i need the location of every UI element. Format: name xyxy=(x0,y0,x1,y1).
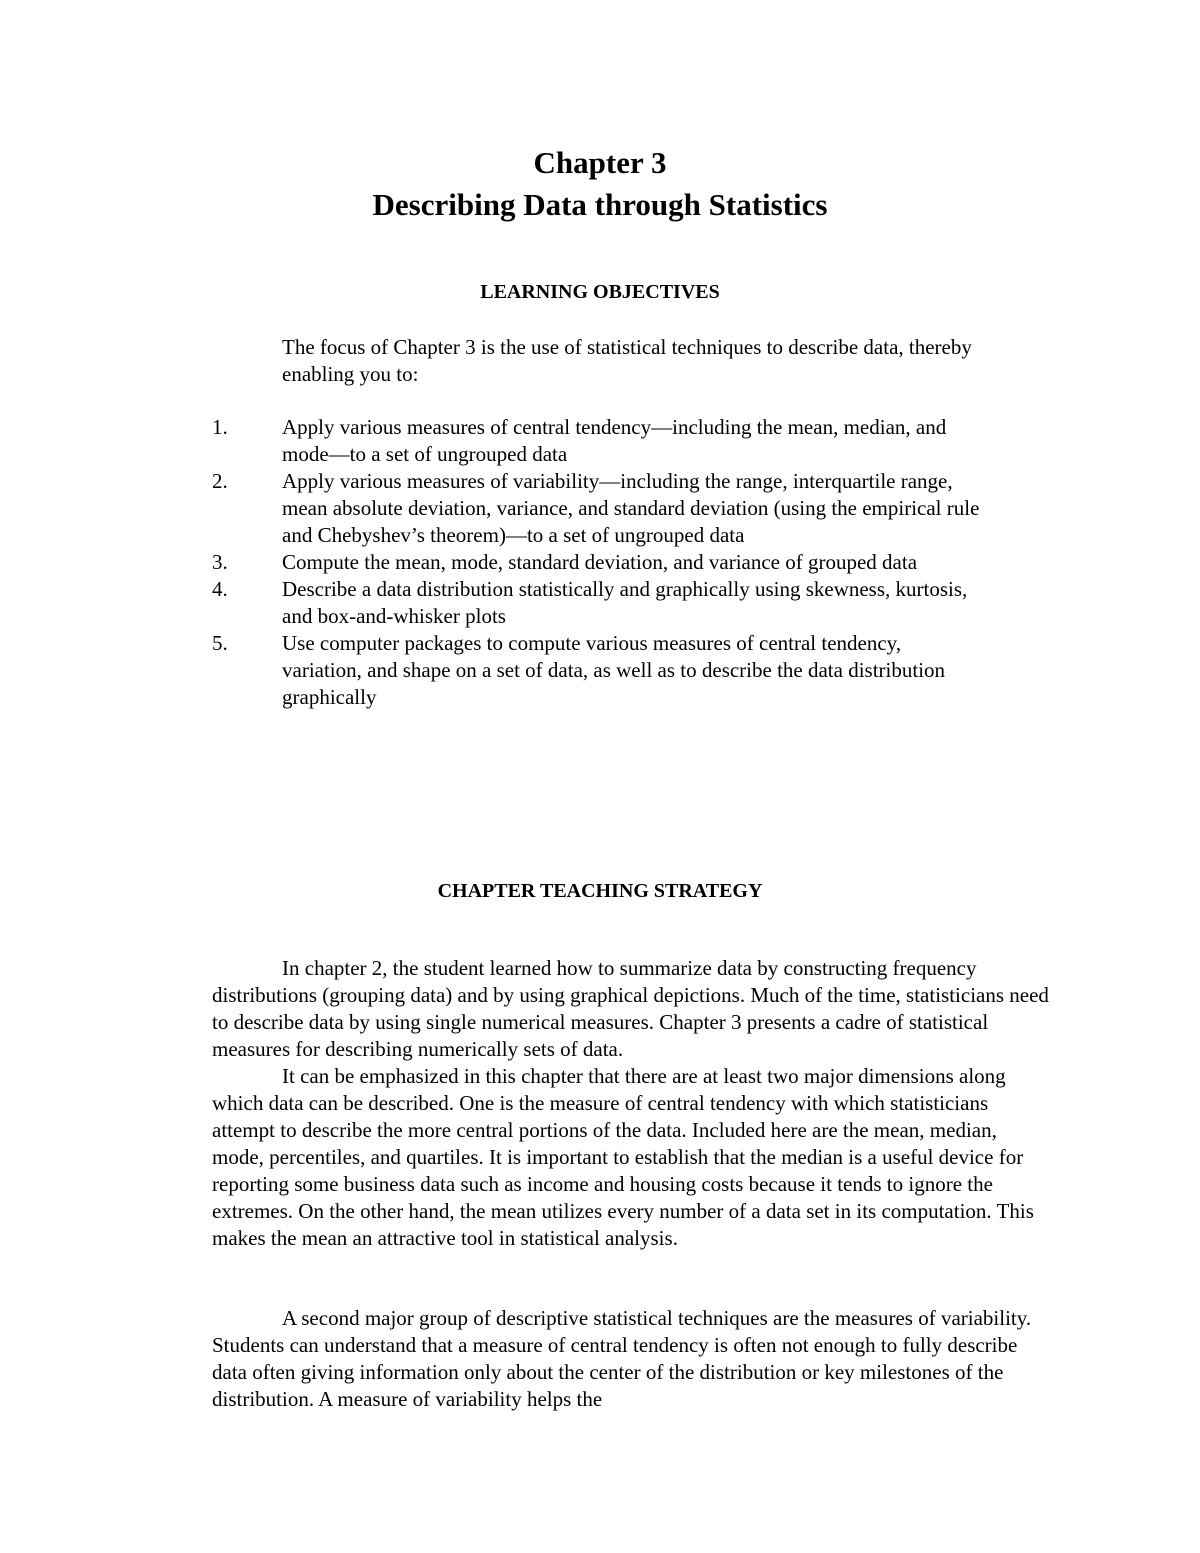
objective-number: 3. xyxy=(212,550,228,574)
teaching-strategy-paragraph-1: In chapter 2, the student learned how to summarize data by constructing frequency distributions (grouping data) and by using graphical depictions. Much of the time, statisticians need to describe data by using single numerical measures. Chapter 3 presents a cadre of statistical measures for describing numerically sets of data. xyxy=(212,956,1049,1061)
teaching-strategy-paragraph-2: It can be emphasized in this chapter that there are at least two major dimensions along which data can be described. One is the measure of central tendency with which statisticians attempt to describe the more central portions of the data. Included here are the mean, median, mode, percentiles, and quartiles. It is important to establish that the median is a useful device for reporting some business data such as income and housing costs because it tends to ignore the extremes. On the other hand, the mean utilizes every number of a data set in its computation. This makes the mean an attractive tool in statistical analysis. xyxy=(212,1064,1034,1250)
objective-item-5 xyxy=(212,630,1002,711)
objective-number: 5. xyxy=(212,631,228,655)
objective-item-2 xyxy=(212,468,1002,549)
objective-text: Compute the mean, mode, standard deviation, and variance of grouped data xyxy=(282,550,918,574)
objective-text: Use computer packages to compute various measures of central tendency, variation, and shape on a set of data, as well as to describe the data distribution graphically xyxy=(282,631,946,709)
chapter-label: Chapter 3 xyxy=(533,145,667,180)
objective-item-3 xyxy=(212,549,1002,576)
objective-item-1 xyxy=(212,414,1002,468)
teaching-strategy-heading: CHAPTER TEACHING STRATEGY xyxy=(437,880,763,902)
learning-objectives-heading: LEARNING OBJECTIVES xyxy=(480,281,720,303)
objective-number: 4. xyxy=(212,577,228,601)
objective-text: Apply various measures of central tendency—including the mean, median, and mode—to a set of ungrouped data xyxy=(282,415,947,466)
learning-objectives-list xyxy=(212,414,1002,711)
objective-item-4 xyxy=(212,576,1002,630)
learning-objectives-intro: The focus of Chapter 3 is the use of statistical techniques to describe data, thereby enabling you to: xyxy=(282,335,972,386)
chapter-title: Describing Data through Statistics xyxy=(372,187,828,222)
teaching-strategy-paragraph-3: A second major group of descriptive statistical techniques are the measures of variability. Students can understand that a measure of central tendency is often not enough to fully describe data often giving information only about the center of the distribution or key milestones of the distribution. A measure of variability helps the xyxy=(212,1306,1032,1411)
objective-text: Describe a data distribution statistically and graphically using skewness, kurtosis, and box-and-whisker plots xyxy=(282,577,968,628)
teaching-strategy-block-1 xyxy=(212,955,1052,1252)
objective-text: Apply various measures of variability—including the range, interquartile range, mean absolute deviation, variance, and standard deviation (using the empirical rule and Chebyshev’s theorem)—to a set of ungrouped data xyxy=(282,469,980,547)
objective-number: 2. xyxy=(212,469,228,493)
objective-number: 1. xyxy=(212,415,228,439)
